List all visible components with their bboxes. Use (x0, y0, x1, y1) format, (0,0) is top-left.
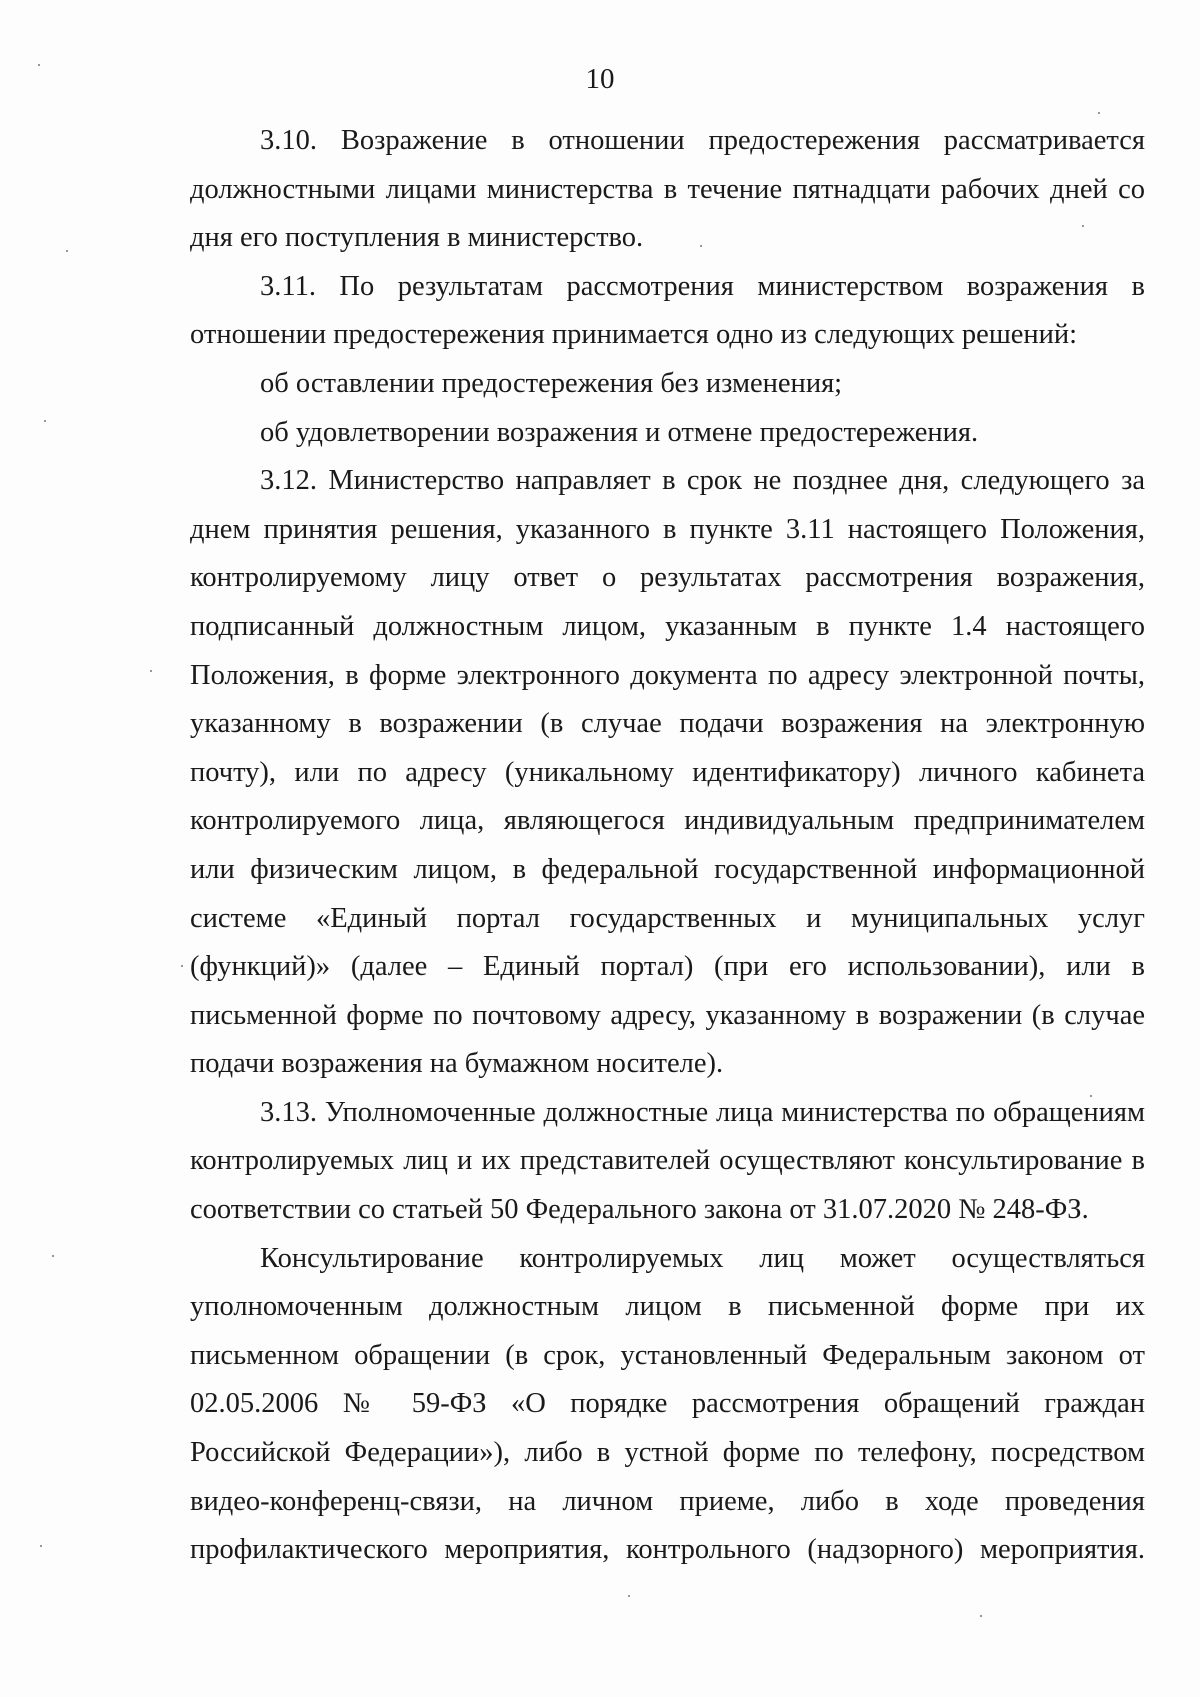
paragraph-3-12: 3.12. Министерство направляет в срок не позднее дня, следующего за днем принятия решения, указанного в пункте 3.11 настоящего Положения, контролируемому лицу ответ о результатах рассмотрения возражения, подписанный должностным лицом, указанным в пункте 1.4 настоящего Положения, в форме электронного документа по адресу электронной почты, указанному в возражении (в случае подачи возражения на электронную почту), или по адресу (уникальному идентификатору) личного кабинета контролируемого лица, являющегося индивидуальным предпринимателем или физическим лицом, в федеральной государственной информационной системе «Единый портал государственных и муниципальных услуг (функций)» (далее – Единый портал) (при его использовании), или в письменной форме по почтовому адресу, указанному в возражении (в случае подачи возражения на бумажном носителе). (190, 465, 1145, 1080)
scan-speck (44, 420, 46, 422)
scan-speck (1082, 225, 1084, 227)
paragraph-decision-option-1: об оставлении предостережения без изменения; (260, 367, 843, 399)
paragraph-3-13: 3.13. Уполномоченные должностные лица министерства по обращениям контролируемых лиц и их представителей осуществляют консультирование в соответствии со статьей 50 Федерального закона от 31.07.2020 № 248-ФЗ. (190, 1096, 1145, 1226)
paragraph-3-10: 3.10. Возражение в отношении предостережения рассматривается должностными лицами министерства в течение пятнадцати рабочих дней со дня его поступления в министерство. (190, 125, 1145, 254)
scan-speck (628, 1595, 630, 1597)
scan-speck (1090, 1095, 1092, 1097)
scan-speck (40, 1545, 42, 1547)
scan-speck (1098, 112, 1100, 114)
scan-speck (700, 245, 702, 247)
scan-speck (52, 1255, 54, 1257)
scan-speck (38, 64, 40, 66)
paragraph-3-11: 3.11. По результатам рассмотрения министерством возражения в отношении предостережения принимается одно из следующих решений: (190, 270, 1145, 351)
paragraph-decision-option-2: об удовлетворении возражения и отмене предостережения. (260, 416, 979, 448)
scan-speck (66, 250, 68, 252)
paragraph-consultation: Консультирование контролируемых лиц может осуществляться уполномоченным должностным лицом в письменной форме при их письменном обращении (в срок, установленный Федеральным законом от 02.05.2006 № 59-ФЗ «О порядке рассмотрения обращений граждан Российской Федерации»), либо в устной форме по телефону, посредством видео-конференц-связи, на личном приеме, либо в ходе проведения профилактического мероприятия, контрольного (надзорного) мероприятия. (190, 1242, 1145, 1566)
scan-speck (980, 1615, 982, 1617)
scan-speck (150, 670, 152, 672)
page-number: 10 (585, 63, 615, 95)
scan-speck (181, 965, 183, 967)
document-body (190, 117, 1145, 1575)
